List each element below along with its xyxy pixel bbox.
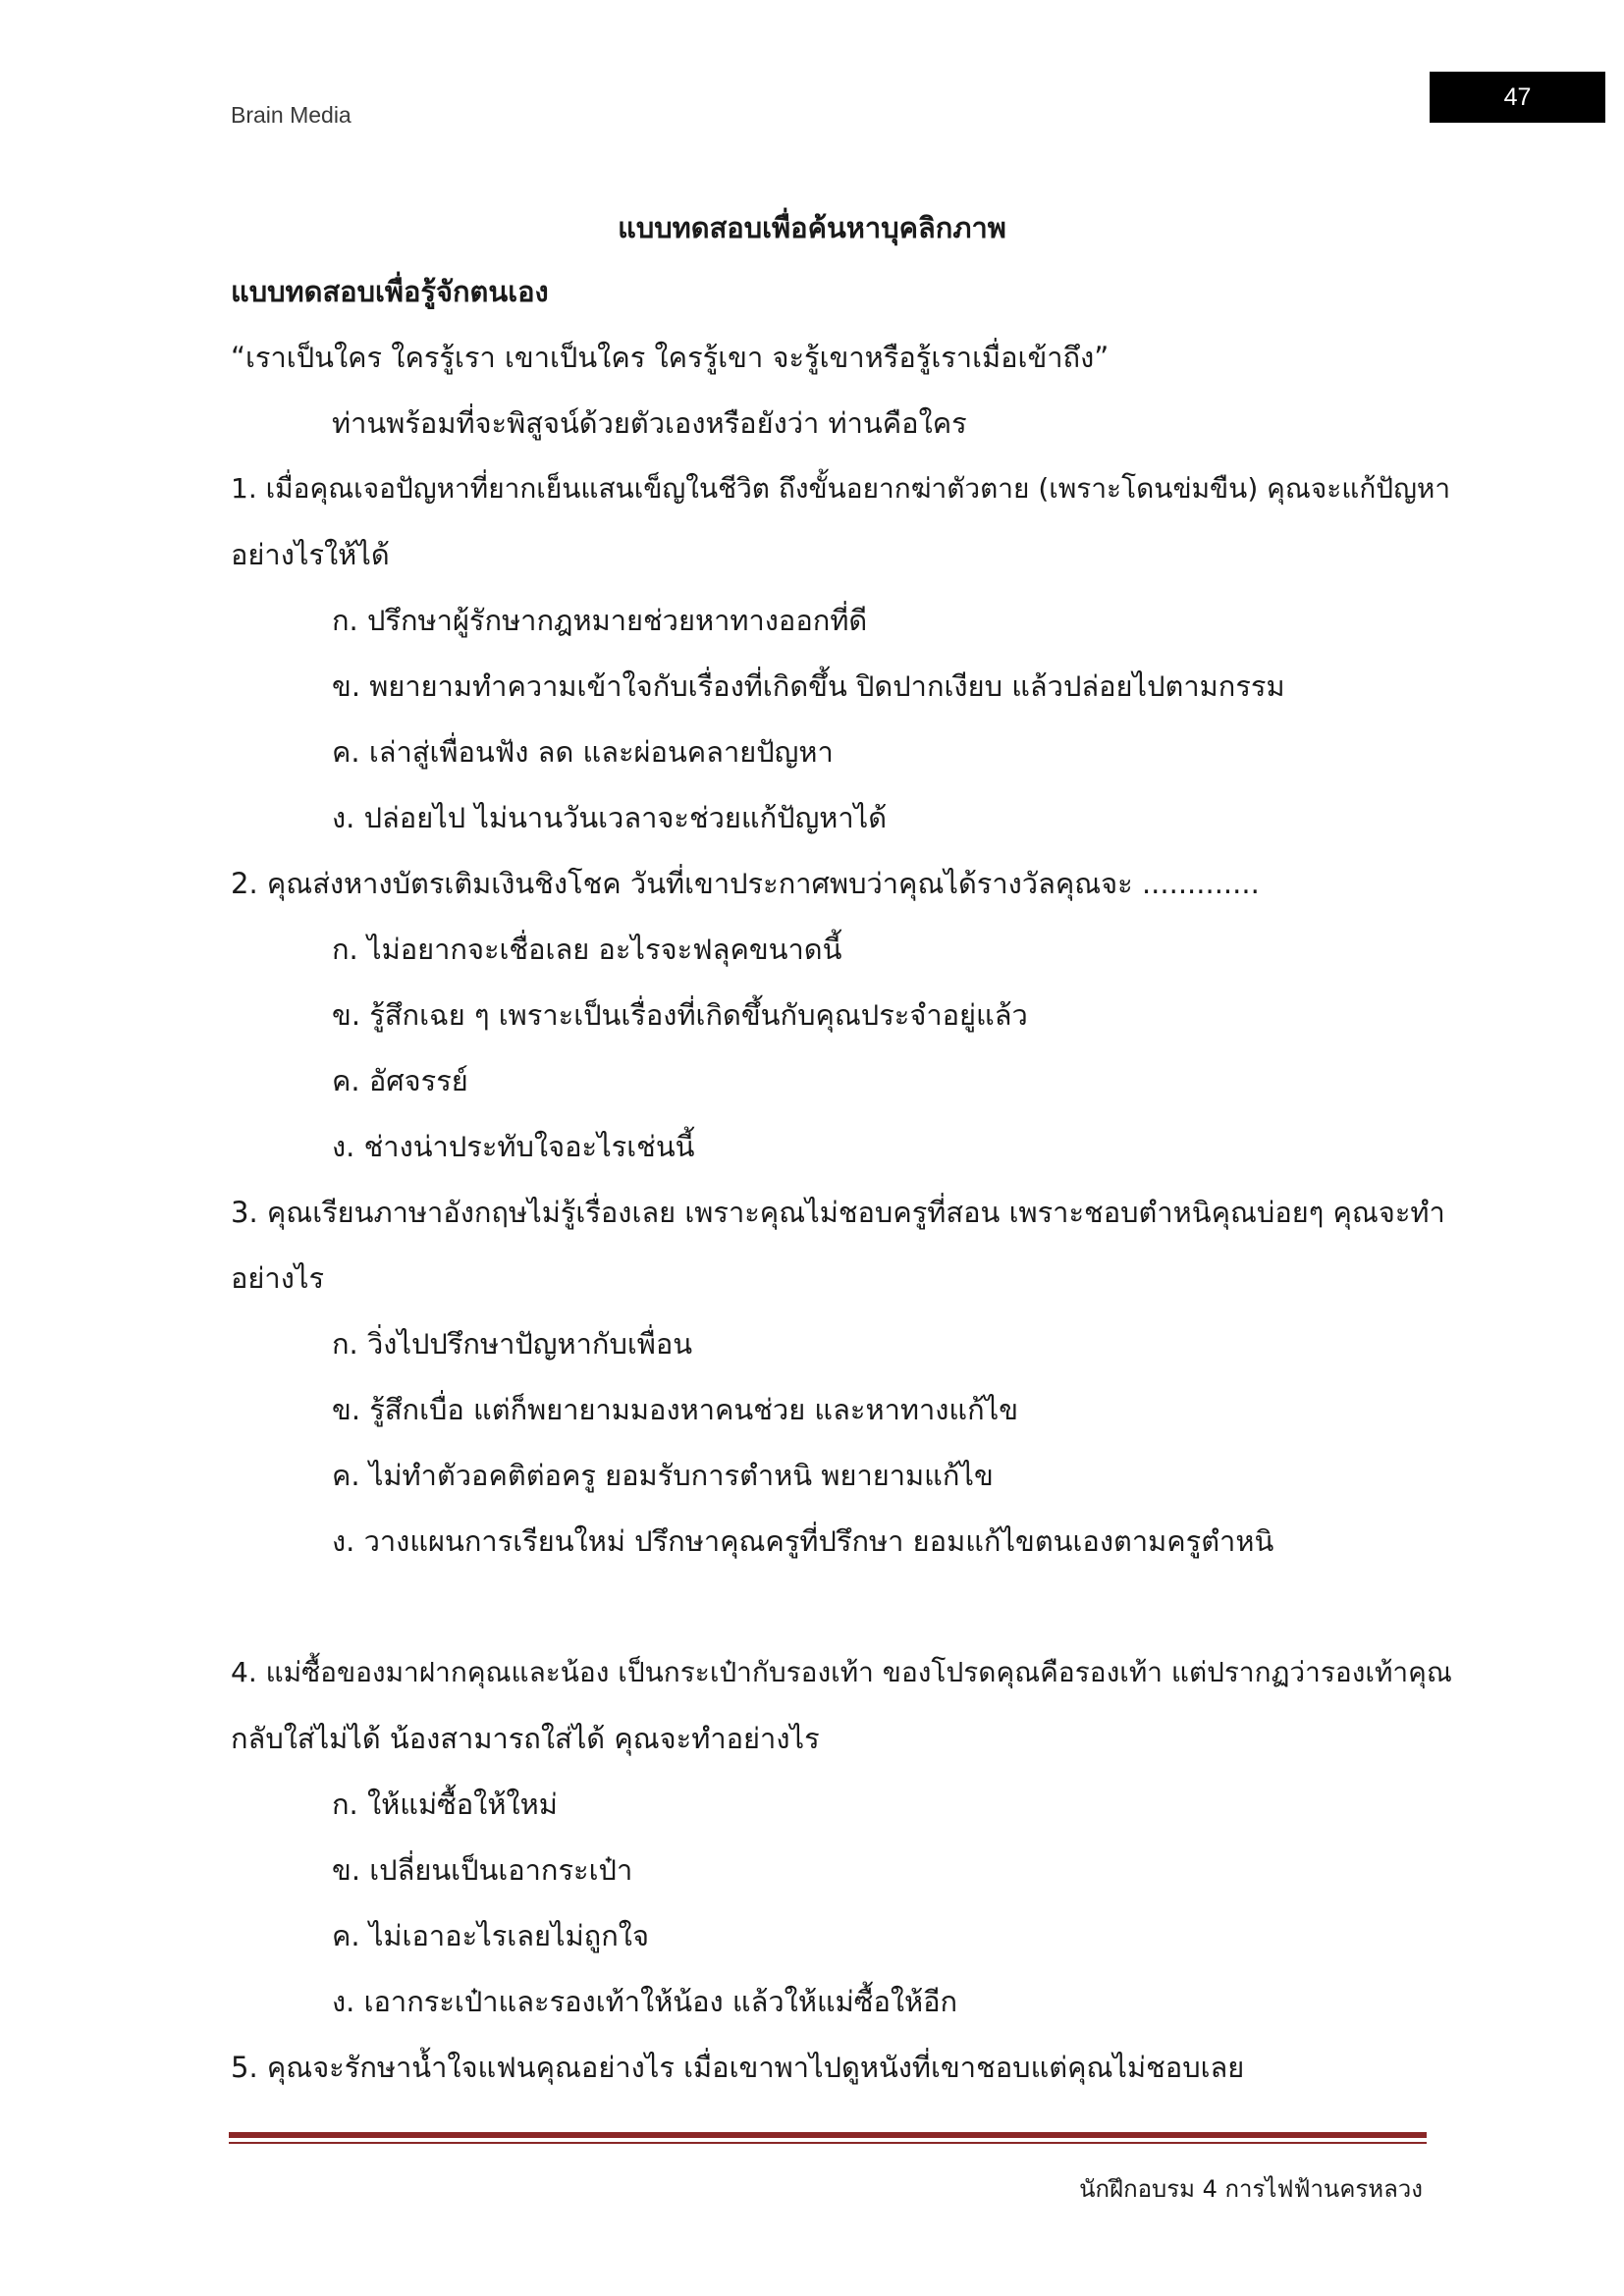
- question-4-option-a: ก. ให้แม่ซื้อให้ใหม่: [332, 1788, 558, 1821]
- question-3-option-d: ง. วางแผนการเรียนใหม่ ปรึกษาคุณครูที่ปรึกษา ยอมแก้ไขตนเองตามครูตำหนิ: [332, 1524, 1274, 1558]
- question-1-option-d: ง. ปล่อยไป ไม่นานวันเวลาจะช่วยแก้ปัญหาได้: [332, 801, 888, 834]
- question-3-option-a: ก. วิ่งไปปรึกษาปัญหากับเพื่อน: [332, 1327, 693, 1361]
- question-3-option-b: ข. รู้สึกเบื่อ แต่ก็พยายามมองหาคนช่วย และหาทางแก้ไข: [332, 1393, 1019, 1426]
- header-brand: Brain Media: [231, 102, 352, 128]
- question-3-option-c: ค. ไม่ทำตัวอคติต่อครู ยอมรับการตำหนิ พยายามแก้ไข: [332, 1459, 994, 1492]
- section-subtitle: แบบทดสอบเพื่อรู้จักตนเอง: [231, 275, 549, 308]
- question-3-line-1: 3. คุณเรียนภาษาอังกฤษไม่รู้เรื่องเลย เพราะคุณไม่ชอบครูที่สอน เพราะชอบตำหนิคุณบ่อยๆ คุณจะทำ: [231, 1196, 1445, 1229]
- question-4-option-c: ค. ไม่เอาอะไรเลยไม่ถูกใจ: [332, 1919, 649, 1952]
- quote: “เราเป็นใคร ใครรู้เรา เขาเป็นใคร ใครรู้เขา จะรู้เขาหรือรู้เราเมื่อเข้าถึง”: [231, 341, 1110, 374]
- intro: ท่านพร้อมที่จะพิสูจน์ด้วยตัวเองหรือยังว่า ท่านคือใคร: [332, 406, 967, 440]
- footer-rule-thick: [229, 2132, 1427, 2138]
- question-5-line-1: 5. คุณจะรักษาน้ำใจแฟนคุณอย่างไร เมื่อเขาพาไปดูหนังที่เขาชอบแต่คุณไม่ชอบเลย: [231, 2051, 1245, 2084]
- question-2-option-a: ก. ไม่อยากจะเชื่อเลย อะไรจะฟลุคขนาดนี้: [332, 933, 842, 966]
- question-4-line-1: 4. แม่ซื้อของมาฝากคุณและน้อง เป็นกระเป๋ากับรองเท้า ของโปรดคุณคือรองเท้า แต่ปรากฏว่ารองเท้าคุณ: [231, 1656, 1452, 1688]
- question-1-option-c: ค. เล่าสู่เพื่อนฟัง ลด และผ่อนคลายปัญหา: [332, 735, 834, 769]
- question-4-line-2: กลับใส่ไม่ได้ น้องสามารถใส่ได้ คุณจะทำอย่างไร: [231, 1722, 820, 1755]
- question-1-option-a: ก. ปรึกษาผู้รักษากฎหมายช่วยหาทางออกที่ดี: [332, 604, 868, 637]
- footer-rule-thin: [229, 2142, 1427, 2144]
- document-title: แบบทดสอบเพื่อค้นหาบุคลิกภาพ: [618, 211, 1006, 244]
- question-1-line-2: อย่างไรให้ได้: [231, 538, 390, 571]
- question-3-line-2: อย่างไร: [231, 1261, 325, 1295]
- question-2-line-1: 2. คุณส่งหางบัตรเติมเงินชิงโชค วันที่เขาประกาศพบว่าคุณได้รางวัลคุณจะ .............: [231, 867, 1260, 900]
- page-number: 47: [1430, 72, 1605, 123]
- question-2-option-b: ข. รู้สึกเฉย ๆ เพราะเป็นเรื่องที่เกิดขึ้นกับคุณประจำอยู่แล้ว: [332, 998, 1028, 1032]
- footer-text: นักฝึกอบรม 4 การไฟฟ้านครหลวง: [1079, 2175, 1423, 2203]
- question-1-option-b: ข. พยายามทำความเข้าใจกับเรื่องที่เกิดขึ้น ปิดปากเงียบ แล้วปล่อยไปตามกรรม: [332, 669, 1285, 703]
- question-4-option-d: ง. เอากระเป๋าและรองเท้าให้น้อง แล้วให้แม่ซื้อให้อีก: [332, 1985, 958, 2018]
- question-4-option-b: ข. เปลี่ยนเป็นเอากระเป๋า: [332, 1853, 633, 1887]
- question-1-line-1: 1. เมื่อคุณเจอปัญหาที่ยากเย็นแสนเข็ญในชีวิต ถึงขั้นอยากฆ่าตัวตาย (เพราะโดนข่มขืน) คุณจะแก้ปัญหา: [231, 472, 1451, 505]
- question-2-option-c: ค. อัศจรรย์: [332, 1064, 468, 1097]
- question-2-option-d: ง. ช่างน่าประทับใจอะไรเช่นนี้: [332, 1130, 695, 1163]
